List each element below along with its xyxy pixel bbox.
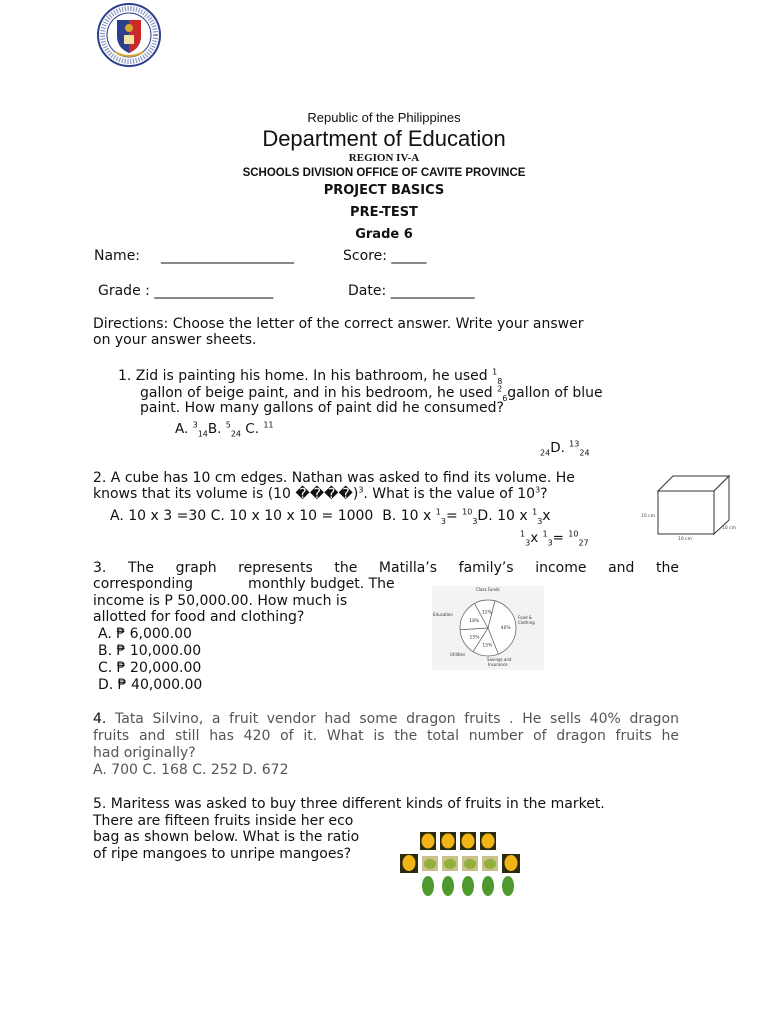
project-label: PROJECT BASICS (323, 183, 445, 198)
region-label: REGION IV-A (348, 152, 420, 164)
pie-label-savings: Savings and (487, 657, 512, 662)
score-line[interactable]: _____ (391, 248, 427, 264)
name-line[interactable]: ___________________ (161, 248, 294, 264)
q3-option-d: D. ₱ 40,000.00 (98, 677, 203, 693)
score-label: Score: (343, 248, 387, 264)
score-field (343, 248, 426, 264)
other-fruit (484, 859, 496, 869)
directions-line-1: Directions: Choose the letter of the correct answer. Write your answer (93, 316, 584, 332)
unripe-mango (462, 876, 474, 896)
other-fruit (424, 859, 436, 869)
q3-option-b: B. ₱ 10,000.00 (98, 643, 202, 659)
q3-line-1: 3. The graph represents the Matilla’s family’s income and the (93, 560, 679, 576)
q5-line-4: of ripe mangoes to unripe mangoes? (93, 846, 352, 862)
pie-label-education: Education (433, 612, 453, 617)
deped-seal (93, 2, 165, 68)
q2-options: A. 10 x 3 =30 C. 10 x 10 x 10 = 1000 B. 10 x $^1_3$= $^{10}_3$D. 10 x $^1_3$x (110, 507, 551, 526)
q5-line-3: bag as shown below. What is the ratio (93, 829, 360, 845)
q4-options: A. 700 C. 168 C. 252 D. 672 (93, 762, 289, 778)
q2-line-2: knows that its volume is (10 ����)$^3$. What is the value of $10^3$? (93, 485, 548, 502)
cube-label-left: 10 cm (641, 514, 656, 519)
directions-line-2: on your answer sheets. (93, 332, 257, 348)
unripe-mango (482, 876, 494, 896)
budget-pie-chart (432, 586, 544, 670)
q2-options-cont: $^1_3$x $^1_3$= $^{10}_{27}$ (520, 529, 589, 548)
other-fruit (444, 859, 456, 869)
q3-line-2b: monthly budget. The (248, 576, 395, 592)
pie-value-label: 15% (482, 643, 493, 649)
date-label: Date: (348, 283, 387, 299)
name-field (94, 248, 140, 264)
grade-label: Grade : (98, 283, 150, 299)
q2-line-1: 2. A cube has 10 cm edges. Nathan was asked to find its volume. He (93, 470, 575, 486)
grade-title: Grade 6 (355, 227, 413, 242)
ripe-mango (422, 834, 435, 849)
cube-label-right: 10 cm (722, 526, 737, 531)
q1-line-3: paint. How many gallons of paint did he consumed? (140, 400, 504, 416)
pie-label-class-funds: Class Funds (476, 587, 500, 592)
q1-options: A. $^3_{14}$B. $^5_{24}$ C. $^{11}$ (175, 420, 274, 439)
pie-value-label: 15% (469, 635, 480, 641)
ripe-mango (505, 855, 518, 871)
ripe-mango (403, 855, 416, 871)
q1-line-1: 1. Zid is painting his home. In his bathroom, he used $^1_8$ (118, 367, 503, 386)
department-title: Department of Education (262, 126, 506, 151)
pie-value-label: 40% (500, 625, 511, 631)
unripe-mango (502, 876, 514, 896)
q4-line-1: 4. Tata Silvino, a fruit vendor had some dragon fruits . He sells 40% dragon (93, 711, 679, 727)
test-label: PRE-TEST (350, 205, 418, 220)
ripe-mango (482, 834, 495, 849)
q3-line-3: income is P 50,000.00. How much is (93, 593, 348, 609)
pie-value-label: 18% (469, 618, 480, 624)
pie-value-label: 12% (481, 610, 492, 616)
division-label: SCHOOLS DIVISION OFFICE OF CAVITE PROVINCE (242, 167, 526, 179)
date-line[interactable]: ____________ (390, 283, 475, 299)
q5-line-1: 5. Maritess was asked to buy three different kinds of fruits in the market. (93, 796, 605, 812)
pie-label-utilities: Utilities (450, 652, 466, 657)
ripe-mango (462, 834, 475, 849)
q4-line-3: had originally? (93, 745, 196, 761)
pie-label-clothing: Clothing (518, 620, 535, 625)
pie-label-food: Food & (518, 615, 532, 620)
grade-line[interactable]: _________________ (154, 283, 274, 299)
q3-line-2a: corresponding (93, 576, 193, 592)
name-label: Name: (94, 248, 141, 264)
grade-field (98, 283, 273, 299)
unripe-mango (442, 876, 454, 896)
q4-line-2: fruits and still has 420 of it. What is the total number of dragon fruits he (93, 728, 679, 744)
unripe-mango (422, 876, 434, 896)
q3-option-a: A. ₱ 6,000.00 (98, 626, 192, 642)
q3-line-4: allotted for food and clothing? (93, 609, 305, 625)
q1-line-2: gallon of beige paint, and in his bedroom, he used $^2_6$gallon of blue (140, 384, 603, 403)
other-fruit (464, 859, 476, 869)
cube-label-bottom: 10 cm (678, 537, 693, 541)
q5-line-2: There are fifteen fruits inside her eco (93, 813, 354, 829)
republic-label: Republic of the Philippines (307, 110, 461, 125)
cube-figure (640, 473, 740, 541)
q1-option-d: $_{24}$D. $^{13}_{24}$ (540, 439, 590, 458)
q3-option-c: C. ₱ 20,000.00 (98, 660, 202, 676)
fruit-picture (400, 830, 530, 902)
pie-label-insurance: Insurance (488, 662, 508, 667)
date-field (348, 283, 475, 299)
ripe-mango (442, 834, 455, 849)
